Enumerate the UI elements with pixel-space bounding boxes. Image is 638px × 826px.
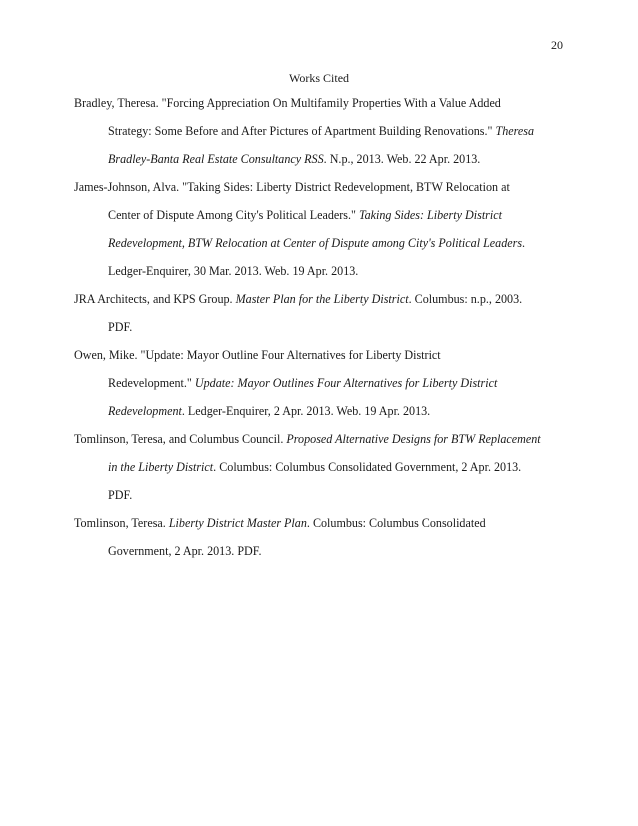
citation-italic-text: Proposed Alternative Designs for BTW Replacement [286,432,541,446]
citation-text: . Columbus: Columbus Consolidated Government, 2 Apr. 2013. [213,460,522,474]
citation-continuation-line [74,481,574,509]
citation-entry [74,425,574,509]
citation-text: . N.p., 2013. Web. 22 Apr. 2013. [323,152,481,166]
citation-italic-text: Master Plan for the Liberty District [235,292,409,306]
citation-text: . [522,236,526,250]
citation-entry [74,173,574,285]
citation-first-line [74,425,574,453]
citation-first-line [74,173,574,201]
citation-first-line [74,285,574,313]
citation-continuation-line [74,145,574,173]
citation-first-line [74,509,574,537]
citation-continuation-line [74,369,574,397]
citation-italic-text: Bradley-Banta Real Estate Consultancy RSS [108,152,324,166]
citation-italic-text: Theresa [495,124,535,138]
citation-first-line [74,89,574,117]
citation-italic-text: Liberty District Master Plan [168,516,307,530]
citation-continuation-line [74,117,574,145]
citation-text: PDF. [108,488,133,502]
citation-text: . Columbus: n.p., 2003. [408,292,523,306]
citation-text: Ledger-Enquirer, 30 Mar. 2013. Web. 19 Apr. 2013. [108,264,359,278]
citation-text: James-Johnson, Alva. "Taking Sides: Liberty District Redevelopment, BTW Relocation at [74,180,510,194]
citation-italic-text: Redevelopment, BTW Relocation at Center of Dispute among City's Political Leaders [108,236,523,250]
citation-continuation-line [74,397,574,425]
citation-italic-text: Taking Sides: Liberty District [358,208,502,222]
citation-continuation-line [74,257,574,285]
citation-entry [74,341,574,425]
citation-italic-text: in the Liberty District [108,460,214,474]
citation-italic-text: Redevelopment [108,404,182,418]
citation-text: Center of Dispute Among City's Political Leaders." [108,208,359,222]
citation-text: PDF. [108,320,133,334]
citation-text: Government, 2 Apr. 2013. PDF. [108,544,262,558]
citation-continuation-line [74,537,574,565]
citation-text: . Columbus: Columbus Consolidated [306,516,486,530]
citation-continuation-line [74,313,574,341]
citation-entry [74,285,574,341]
citation-text: . Ledger-Enquirer, 2 Apr. 2013. Web. 19 Apr. 2013. [181,404,431,418]
citation-text: Bradley, Theresa. "Forcing Appreciation On Multifamily Properties With a Value Added [74,96,501,110]
citation-text: Strategy: Some Before and After Pictures of Apartment Building Renovations." [108,124,496,138]
works-cited-list [74,89,574,565]
citation-text: Tomlinson, Teresa, and Columbus Council. [74,432,287,446]
citation-text: JRA Architects, and KPS Group. [74,292,236,306]
citation-first-line [74,341,574,369]
page-title: Works Cited [288,71,350,85]
citation-entry [74,89,574,173]
citation-continuation-line [74,453,574,481]
citation-text: Redevelopment." [108,376,195,390]
citation-text: Owen, Mike. "Update: Mayor Outline Four Alternatives for Liberty District [74,348,441,362]
citation-continuation-line [74,229,574,257]
citation-continuation-line [74,201,574,229]
citation-entry [74,509,574,565]
page-number: 20 [551,38,563,52]
citation-italic-text: Update: Mayor Outlines Four Alternatives for Liberty District [194,376,498,390]
citation-text: Tomlinson, Teresa. [74,516,169,530]
